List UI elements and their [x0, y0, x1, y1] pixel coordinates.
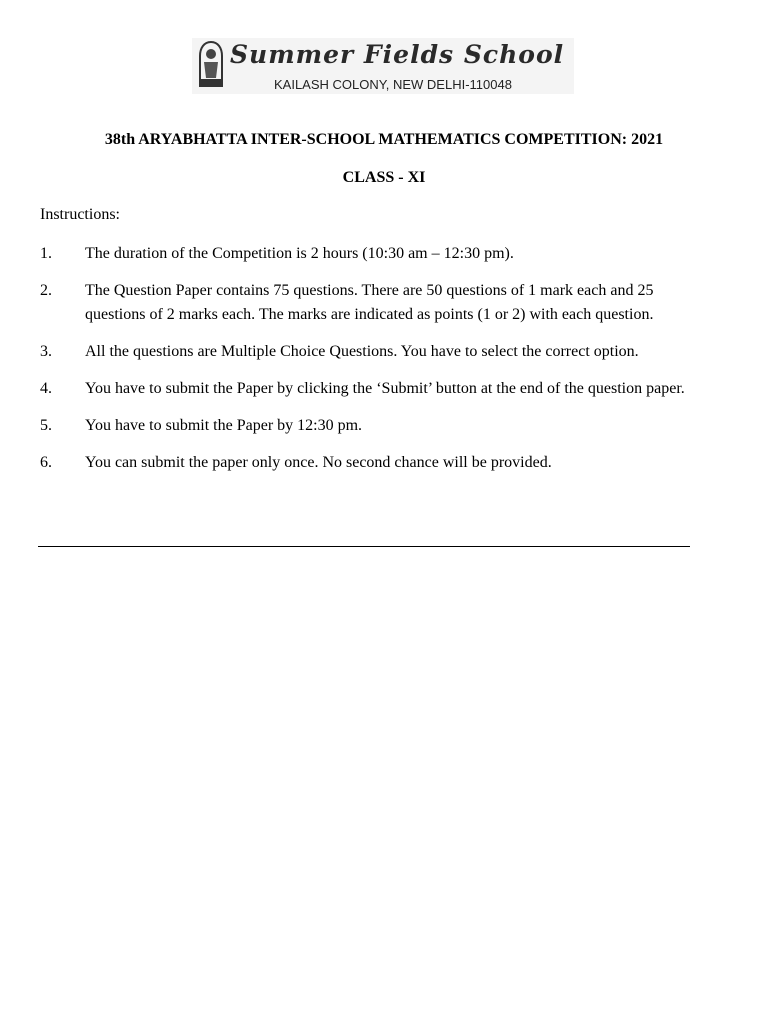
list-item — [40, 377, 690, 401]
list-item — [40, 414, 690, 438]
list-item — [40, 451, 690, 475]
list-item — [40, 279, 690, 327]
instructions-list — [40, 242, 690, 488]
item-text: The duration of the Competition is 2 hours (10:30 am – 12:30 pm). — [85, 245, 514, 262]
item-text: You can submit the paper only once. No second chance will be provided. — [85, 454, 552, 471]
item-number: 4. — [40, 380, 52, 397]
school-letterhead — [192, 38, 574, 94]
school-name: Summer Fields School — [230, 40, 565, 69]
list-item — [40, 242, 690, 266]
school-crest-icon — [196, 40, 226, 90]
item-text: You have to submit the Paper by clicking the ‘Submit’ button at the end of the question paper. — [85, 380, 685, 397]
item-number: 2. — [40, 282, 52, 299]
item-number: 5. — [40, 417, 52, 434]
item-number: 1. — [40, 245, 52, 262]
school-address: KAILASH COLONY, NEW DELHI-110048 — [274, 77, 512, 92]
competition-title: 38th ARYABHATTA INTER-SCHOOL MATHEMATICS COMPETITION: 2021 — [104, 131, 664, 148]
item-text: All the questions are Multiple Choice Questions. You have to select the correct option. — [85, 343, 639, 360]
class-label: CLASS - XI — [342, 169, 426, 186]
item-text: You have to submit the Paper by 12:30 pm. — [85, 417, 363, 434]
item-number: 3. — [40, 343, 52, 360]
item-text: The Question Paper contains 75 questions. There are 50 questions of 1 mark each and 25 questions of 2 marks each. The marks are indicated as points (1 or 2) with each question. — [85, 282, 654, 323]
list-item — [40, 340, 690, 364]
item-number: 6. — [40, 454, 52, 471]
instructions-heading: Instructions: — [40, 206, 120, 223]
divider — [38, 546, 690, 547]
